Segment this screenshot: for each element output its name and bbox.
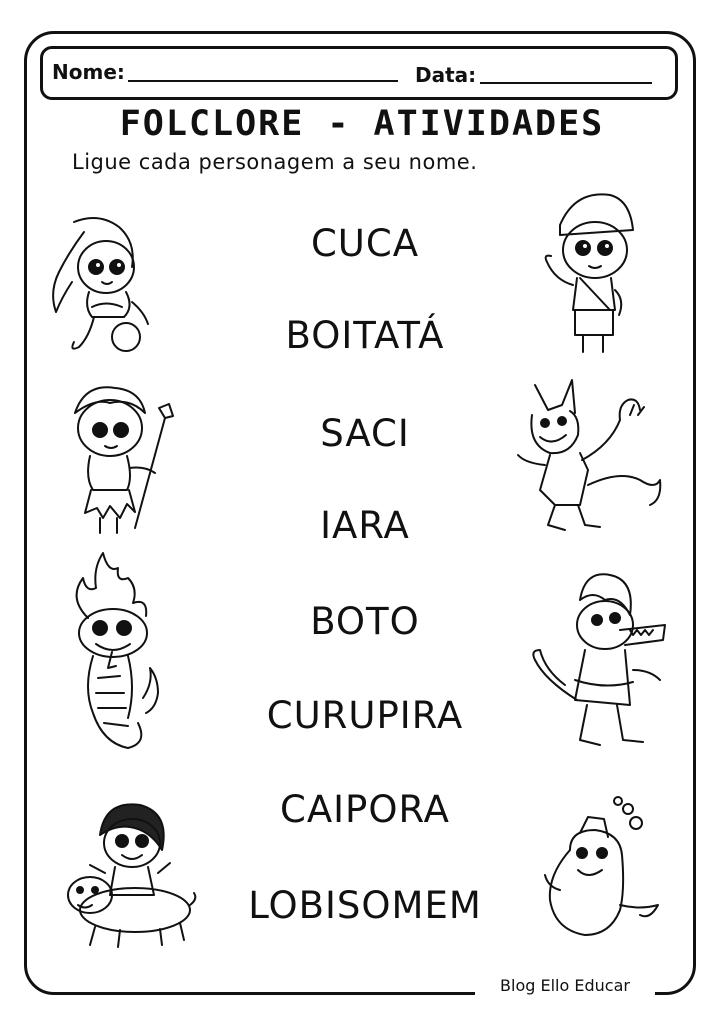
date-label: Data: (415, 63, 477, 87)
name-date-box (40, 46, 678, 100)
dolphin-with-hat-illustration[interactable] (540, 795, 665, 950)
girl-riding-boar-illustration[interactable] (50, 795, 200, 955)
mermaid-girl-illustration[interactable] (44, 212, 159, 362)
name-label: Nome: (52, 60, 125, 84)
name-word[interactable]: CAIPORA (279, 788, 450, 831)
name-word[interactable]: CURUPIRA (266, 694, 464, 737)
name-word[interactable]: LOBISOMEM (248, 884, 482, 927)
footer-credit: Blog Ello Educar (475, 976, 655, 995)
wolf-man-illustration[interactable] (510, 375, 670, 537)
date-field[interactable] (480, 82, 652, 84)
name-word[interactable]: IARA (320, 504, 410, 547)
fire-snake-illustration[interactable] (58, 548, 168, 758)
page-title: FOLCLORE - ATIVIDADES (119, 104, 605, 144)
alligator-witch-illustration[interactable] (525, 570, 675, 760)
indigenous-boy-with-spear-illustration[interactable] (55, 378, 185, 538)
instruction-text: Ligue cada personagem a seu nome. (72, 150, 478, 174)
name-word[interactable]: BOITATÁ (285, 314, 445, 357)
name-field[interactable] (128, 80, 398, 82)
name-word[interactable]: BOTO (310, 600, 420, 643)
boy-with-cap-illustration[interactable] (535, 190, 645, 360)
name-word[interactable]: SACI (320, 412, 410, 455)
name-word[interactable]: CUCA (310, 222, 420, 265)
